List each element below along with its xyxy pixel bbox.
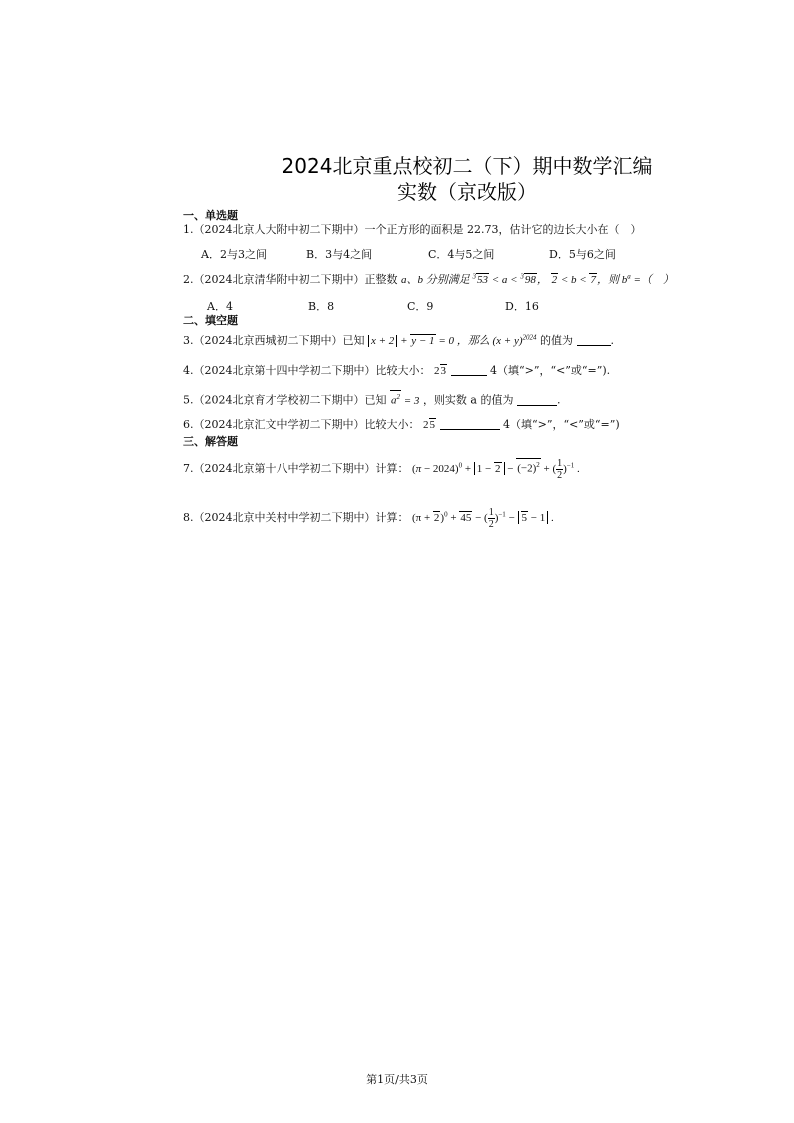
q1-option-c: C．4与5之间	[428, 248, 495, 261]
section-heading-fill-blank: 二、填空题	[183, 314, 238, 327]
question-8	[183, 507, 554, 530]
section-heading-single-choice: 一、单选题	[183, 209, 238, 222]
q2-option-c: C．9	[407, 300, 434, 313]
q4-math: 23	[434, 365, 446, 377]
q4-suffix: 4（填“>”，“<”或“=”).	[490, 364, 611, 377]
question-4	[183, 362, 610, 378]
q6-answer-blank[interactable]	[440, 419, 500, 430]
q5-suffix: ，则实数 a 的值为	[422, 393, 514, 407]
document-title: 2024北京重点校初二（下）期中数学汇编	[281, 154, 653, 178]
q3-suffix: 的值为	[540, 334, 573, 347]
q3-prefix: 3.（2024北京西城初二下期中）已知	[183, 334, 365, 347]
q5-prefix: 5.（2024北京育才学校初二下期中）已知	[183, 393, 387, 407]
question-2	[183, 271, 674, 287]
question-5: 5.（2024北京育才学校初二下期中）已知 $a^2 = 3$ ，则实数 a 的值为 .	[183, 390, 561, 408]
q6-prefix: 6.（2024北京汇文中学初二下期中）比较大小：	[183, 418, 420, 431]
q6-math: 25	[423, 419, 435, 431]
q5-answer-blank[interactable]	[517, 395, 557, 406]
question-6	[183, 416, 620, 432]
q7-math: $(\pi - 2024)^0 + 1 - 2 - (-2)^2$ + ( $\frac{1}{2}$ )$^{-1}$ .	[412, 458, 580, 481]
q3-answer-blank[interactable]	[577, 335, 611, 346]
q3-math: x + 2 + y − 1 = 0 ，那么 $(x + y)^{2024}$	[368, 335, 537, 347]
section-heading-solutions: 三、解答题	[183, 435, 238, 448]
q5-math: $a^2 = 3$	[390, 395, 419, 407]
q2-option-a: A．4	[207, 300, 233, 313]
q4-answer-blank[interactable]	[451, 365, 487, 376]
q8-math: $(\pi + 2)^0 + 45$ − ( $\frac{1}{2}$ )$^{-1}$ − 5 − 1 .	[412, 507, 554, 530]
document-subtitle: 实数（京改版）	[397, 180, 537, 204]
q6-suffix: 4（填“>”，“<”或“=”)	[503, 418, 620, 431]
q2-math: a、b 分别满足 $^3$53 < a < $^3$98， 2 < b < 7，则 $b^a$ =（ ）	[401, 272, 674, 286]
q2-option-d: D．16	[505, 300, 539, 313]
q1-option-b: B．3与4之间	[306, 248, 373, 261]
q1-option-d: D．5与6之间	[549, 248, 616, 261]
question-1: 1.（2024北京人大附中初二下期中）一个正方形的面积是 22.73，估计它的边长大小在（ ）	[183, 223, 642, 236]
q7-prefix: 7.（2024北京第十八中学初二下期中）计算：	[183, 462, 409, 476]
question-3: 3.（2024北京西城初二下期中）已知 x + 2 + y − 1 = 0 ，那么 $(x + y)^{2024}$ 的值为 .	[183, 333, 614, 347]
q2-text: 2.（2024北京清华附中初二下期中）正整数	[183, 273, 398, 286]
page-number: 第1页/共3页	[366, 1073, 428, 1086]
question-7	[183, 458, 580, 481]
q8-prefix: 8.（2024北京中关村中学初二下期中）计算：	[183, 511, 409, 525]
q2-option-b: B．8	[308, 300, 335, 313]
q1-option-a: A．2与3之间	[201, 248, 267, 261]
q4-prefix: 4.（2024北京第十四中学初二下期中）比较大小：	[183, 364, 431, 377]
